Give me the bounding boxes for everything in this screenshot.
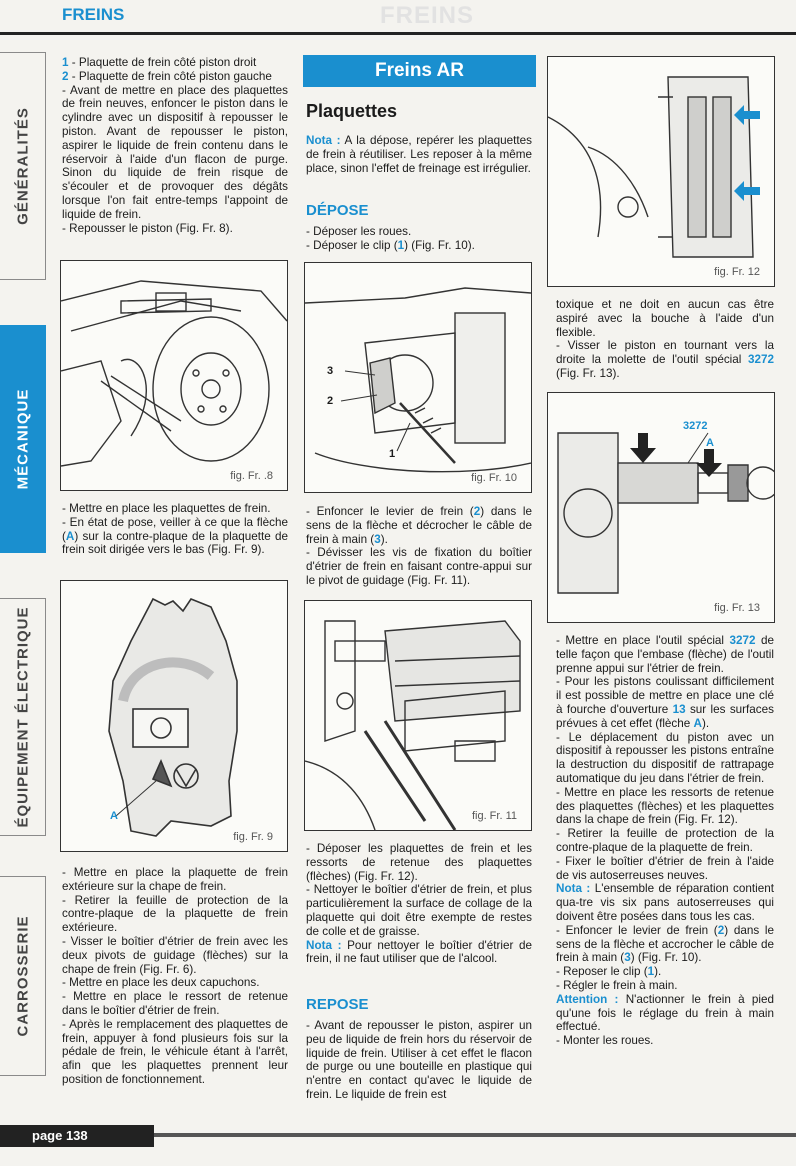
figure-label-a: A xyxy=(706,437,714,449)
page-footer xyxy=(0,1125,796,1166)
figure-caption: fig. Fr. 13 xyxy=(714,602,760,614)
footer-rule xyxy=(154,1133,796,1137)
tab-mecanique[interactable]: MÉCANIQUE xyxy=(0,325,46,553)
instruction: - Visser le boîtier d'étrier de frein avec les deux pivots de guidage (flèches) sur la chape de frein (Fig. Fr. 6). xyxy=(62,934,288,976)
figure-label-tool: 3272 xyxy=(683,420,708,432)
column-2-top: Nota : A la dépose, repérer les plaquettes de frein à réutiliser. Les reposer à la même place, sinon l'effet de freinage est irrégulier. xyxy=(306,134,532,175)
instruction: - Avant de repousser le piston, aspirer un peu de liquide de frein hors du réservoir de liquide de frein. Utiliser à cet effet le flacon de purge ou une bouteille en plastique qui n'entre en contact qu'avec le liquide de frein. Le liquide de frein est xyxy=(306,1019,532,1101)
instruction: - Mettre en place les plaquettes de frein. xyxy=(62,502,271,515)
instruction: - Fixer le boîtier d'étrier de frein à l'aide de vis autoserreuses neuves. xyxy=(556,854,774,882)
column-1-top: 1 - Plaquette de frein côté piston droit 2 - Plaquette de frein côté piston gauche - Avant de mettre en place des plaquettes de frein neuves, enfoncer le piston dans le cylindre avec un dispositif à repousser le piston. Avant de repousser le piston, aspirer le liquide de frein contenu dans le réservoir à l'aide d'un flacon de purge. Sinon du liquide de frein risque de s'écouler et de provoquer des dégâts lorsque l'on fait entre-temps l'appoint de liquide de frein. - Repousser le piston (Fig. Fr. 8). xyxy=(62,56,288,235)
figure-fr-10 xyxy=(304,262,532,493)
piston-tool-drawing xyxy=(548,393,774,622)
instruction: - Avant de mettre en place des plaquettes de frein neuves, enfoncer le piston dans le cylindre avec un dispositif à repousser le piston. Avant de repousser le piston, aspirer le liquide de frein contenu dans le réservoir à l'aide d'un flacon de purge. Sinon du liquide de frein risque de s'écouler et de provoquer des dégâts lorsque l'on fait entre-temps l'appoint de liquide de frein. xyxy=(62,83,288,221)
tab-equipement-electrique[interactable]: ÉQUIPEMENT ÉLECTRIQUE xyxy=(0,598,46,836)
figure-label-3: 3 xyxy=(327,365,334,377)
section-watermark: FREINS xyxy=(380,2,475,29)
header-rule xyxy=(0,32,796,35)
column-1-bottom xyxy=(62,866,288,1087)
subsection-title: Plaquettes xyxy=(306,101,398,121)
instruction: - Mettre en place les ressorts de retenue des plaquettes (flèches) et les plaquettes dans la chape de frein (Fig. Fr. 12). xyxy=(556,785,774,827)
figure-label-1: 1 xyxy=(389,448,396,460)
instruction: - Le déplacement du piston avec un dispositif à repousser les pistons entraîne la destruction du dispositif de rattrapage automatique du jeu dans l'étrier de frein. xyxy=(556,730,774,785)
page-number-box xyxy=(0,1125,154,1147)
figure-caption: fig. Fr. 11 xyxy=(471,810,517,822)
column-1-mid: - Mettre en place les plaquettes de frein. - En état de pose, veiller à ce que la flèche (A) sur la contre-plaque de la plaquette de frein soit dirigée vers le bas (Fig. Fr. 9). xyxy=(62,502,288,557)
instruction: - Nettoyer le boîtier d'étrier de frein, et plus particulièrement la surface de collage de la plaquette qui doit être exempte de restes de colle et de graisse. xyxy=(306,883,532,938)
heading-depose: DÉPOSE xyxy=(306,202,369,219)
column-2-mid: - Enfoncer le levier de frein (2) dans le sens de la flèche et décrocher le câble de frein à main (3). - Dévisser les vis de fixation du boîtier d'étrier de frein en faisant contre-appui sur le pivot de guidage (Fig. Fr. 11). xyxy=(306,505,533,587)
section-title: FREINS xyxy=(62,5,125,24)
instruction: - Déposer les plaquettes de frein et les ressorts de retenue des plaquettes (flèches) (Fig. Fr. 12). xyxy=(306,842,532,883)
caliper-removal-drawing xyxy=(305,601,531,830)
tab-carrosserie[interactable]: CARROSSERIE xyxy=(0,876,46,1076)
instruction: - Repousser le piston (Fig. Fr. 8). xyxy=(62,221,233,235)
instruction: - Mettre en place la plaquette de frein extérieure sur la chape de frein. xyxy=(62,866,288,893)
figure-fr-9 xyxy=(60,580,288,852)
instruction: - Régler le frein à main. xyxy=(556,978,678,992)
instruction: - Déposer les roues. xyxy=(306,225,412,238)
caliper-pads-drawing xyxy=(548,57,774,286)
figure-caption: fig. Fr. 9 xyxy=(233,831,273,843)
column-2-bottom: - Déposer les plaquettes de frein et les ressorts de retenue des plaquettes (flèches) (Fig. Fr. 12). - Nettoyer le boîtier d'étrier de frein, et plus particulièrement la surface de collage de la plaquette qui doit être exempte de restes de colle et de graisse. Nota : Pour nettoyer le boîtier d'étrier de frein, il ne faut utiliser que de l'alcool. xyxy=(306,842,532,966)
brake-disc-drawing xyxy=(61,261,287,490)
instruction: - Monter les roues. xyxy=(556,1034,654,1048)
instruction: - Mettre en place les deux capuchons. xyxy=(62,976,260,990)
figure-caption: fig. Fr. .8 xyxy=(230,470,273,482)
instruction: - Dévisser les vis de fixation du boîtier d'étrier de frein en faisant contre-appui sur le pivot de guidage (Fig. Fr. 11). xyxy=(306,546,532,587)
heading-repose: REPOSE xyxy=(306,996,369,1013)
instruction: - Mettre en place le ressort de retenue dans le boîtier d'étrier de frein. xyxy=(62,990,288,1017)
instruction: toxique et ne doit en aucun cas être aspiré avec la bouche à l'aide d'un flexible. xyxy=(556,298,774,339)
tab-generalites[interactable]: GÉNÉRALITÉS xyxy=(0,52,46,280)
handbrake-lever-drawing xyxy=(305,263,531,492)
column-3-top: toxique et ne doit en aucun cas être aspiré avec la bouche à l'aide d'un flexible. - Visser le piston en tournant vers la droite la molette de l'outil spécial 3272 (Fig. Fr. 13). xyxy=(556,298,774,380)
figure-fr-11 xyxy=(304,600,532,831)
section-banner: Freins AR xyxy=(303,55,536,87)
figure-fr-12 xyxy=(547,56,775,287)
instruction: - Retirer la feuille de protection de la contre-plaque de la plaquette de frein extérieure. xyxy=(62,893,288,935)
figure-label-2: 2 xyxy=(327,395,334,407)
instruction: - Après le remplacement des plaquettes de frein, appuyer à fond plusieurs fois sur la pédale de frein, le véhicule étant à l'arrêt, afin que les plaquettes prennent leur position de fonctionnement. xyxy=(62,1017,288,1086)
figure-label-a: A xyxy=(110,810,118,822)
figure-fr-8 xyxy=(60,260,288,491)
column-3-bottom: - Mettre en place l'outil spécial 3272 de telle façon que l'embase (flèche) de l'outil prenne appui sur l'étrier de frein. - Pour les pistons coulissant difficilement il est possible de mettre en place une clé à fourche d'ouverture 13 sur les surfaces prévues à cet effet (flèche A). - Le déplacement du piston avec un dispositif à repousser les pistons entraîne la destruction du dispositif de rattrapage automatique du jeu dans l'étrier de frein. - Mettre en place les ressorts de retenue des plaquettes (flèches) et les plaquettes dans la chape de frein (Fig. Fr. 12). - Retirer la feuille de protection de la contre-plaque de la plaquette de frein. - Fixer le boîtier d'étrier de frein à l'aide de vis autoserreuses neuves. Nota : L'ensemble de réparation contient qua-tre vis six pans autoserreuses qui doivent être posées dans tous les cas. - Enfoncer le levier de frein (2) dans le sens de la flèche et accrocher le câble de frein à main (3) (Fig. Fr. 10). - Reposer le clip (1). - Régler le frein à main. Attention : N'actionner le frein à pied qu'une fois le réglage du frein à main effectué. - Monter les roues. xyxy=(556,634,775,1048)
brake-pad-drawing xyxy=(61,581,287,851)
page-number: page 138 xyxy=(32,1128,88,1143)
figure-caption: fig. Fr. 12 xyxy=(714,266,760,278)
figure-fr-13 xyxy=(547,392,775,623)
column-2-depose: - Déposer les roues. - Déposer le clip (1) (Fig. Fr. 10). xyxy=(306,225,532,253)
page-header xyxy=(0,0,796,32)
figure-caption: fig. Fr. 10 xyxy=(471,472,517,484)
column-2-repose xyxy=(306,1019,532,1102)
instruction: - Retirer la feuille de protection de la contre-plaque de la plaquette de frein. xyxy=(556,827,774,854)
